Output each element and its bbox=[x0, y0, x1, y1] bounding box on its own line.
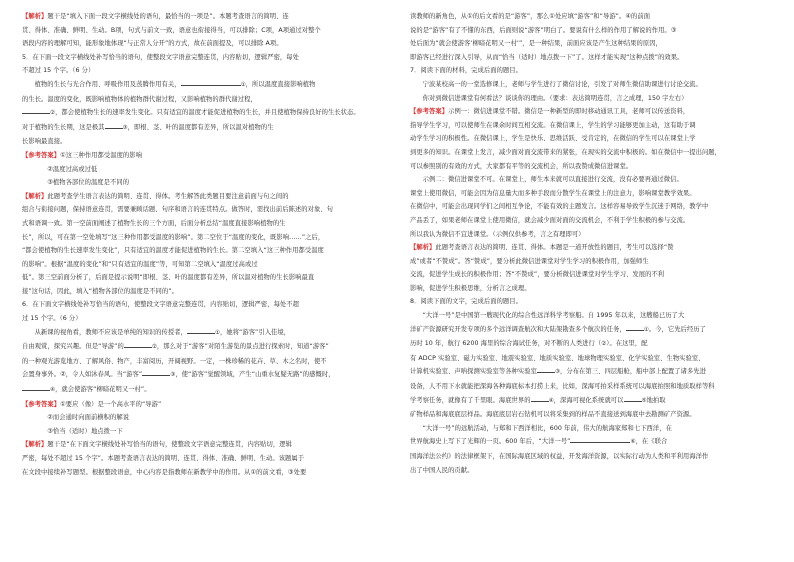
answer: 【参考答案】①要应（像）是一个高水平的“导游” bbox=[22, 400, 162, 408]
text-line: 出了中国人民的贡献。 bbox=[410, 466, 474, 474]
text-line: 会置身事外。②，令人如沐春风。当“游客” ③，使“游客”觉醒领域，产生“山重水复疑无路”的感慨时， bbox=[22, 371, 335, 379]
text-line: 长”，所以，可在第一空处填写“这三种作用都受温度的影响”。第二空位于“温度的变化，既影响……”之后， bbox=[22, 233, 325, 241]
text-line: 产品丢了，如果老师在课堂上使用微信，就会减少面对面的交流机会，不利于学生积极的参与交流。 bbox=[410, 216, 690, 224]
paragraph: 植物的生长与光合作用、呼吸作用及蒸腾作用有关， ①，所以温度直接影响植物 bbox=[34, 80, 316, 88]
text-line: 矿物样品和海底底层样品。海底底层岩石钻机可以将采集到的样品不直接送到海底中去勘测矿产资源。 bbox=[410, 411, 696, 419]
text-line: 历时 10 年，航行 6200 海里的综合海试任务，对不断的人类进行（②）。在这里，配 bbox=[410, 340, 648, 348]
fill-blank bbox=[537, 366, 555, 373]
paragraph: 【解析】题干是“在下面文字横线处补写恰当的语句，使整段文字语意完整连贯，内容贴切，逻辑 bbox=[22, 441, 292, 449]
text-line: “大洋一号”是中国第一艘现代化的综合性远洋科学考察船。自 1995 年以来，这艘船已历了大 bbox=[422, 312, 685, 320]
fill-blank bbox=[626, 324, 644, 331]
text-line: 的生长。温度的变化，既影响植物体的植物群代谢过程，又影响植物的群代谢过程， bbox=[22, 95, 257, 103]
analysis-label: 【解析】 bbox=[410, 244, 436, 252]
paragraph: 【解析】题干是“填入下面一段文字横线处的语句，最恰当的一项是”。本题考查语言的简明、连 bbox=[22, 13, 289, 20]
fill-blank bbox=[531, 395, 549, 402]
text-line: ④，就会使游客“柳暗花明又一村”。 bbox=[22, 383, 384, 398]
paragraph: 【解析】此题考查语言表达的简明、连贯、得体。本题是一道开放性的题目，考生可以选择“赞 bbox=[410, 244, 674, 252]
text-line: 所以我认为微信不宜进课堂。（示例仅供参考，言之有理即可） bbox=[410, 230, 585, 238]
text-line: 低”。第三空前面分析了，后面是提示说明“即根、茎、叶的温度都有差异，所以温对植物的生长影响最直 bbox=[22, 274, 315, 282]
text-line: 的一种观光游览地方、了解风俗、物产，丰富阅历，开阔视野。一定，一株珍稀的花卉、草、木之名时，使不 bbox=[22, 357, 327, 365]
fill-blank bbox=[124, 341, 152, 348]
question-8: 8．阅读下面的文字，完成后面的题目。 bbox=[410, 298, 522, 306]
paragraph: 从新课的视角看，教师不应该是单纯的知识的传授者， ①，她将“游客”引入佳境， bbox=[34, 328, 291, 336]
fill-blank bbox=[22, 107, 50, 114]
text-line: 可以参照别的有效的方式，大家都有平等的交流机会，所以我赞成微信进课堂。 bbox=[410, 162, 633, 170]
answer-item: ②而会通时向面前横积的解说 bbox=[47, 414, 130, 422]
text-line: 学考察任务，就像有了千里眼。海底世界的 ④，深海可视化系统就可以 ⑤地拍取 bbox=[410, 396, 666, 404]
right-column bbox=[410, 10, 772, 562]
text-line: 读教师的新角色，从①的后文看的是“游客”，那么①处应填“游客”和“导游”。④的前面 bbox=[410, 13, 651, 20]
fill-blank bbox=[181, 79, 241, 86]
text-line: 有 ADCP 实验室、磁力实验室、地震实验室、地质实验室、地球物理实验室、化学实验室、生物实验室、 bbox=[410, 354, 705, 362]
text-line: ②，都会使植物生长的速率发生变化。只有适宜的温度才能促进植物的生长，并且使植物保持良好的生长状态。 bbox=[22, 106, 384, 121]
text-line: 世界航海史上写下了光辉的一页。600 年后，“大洋一号” ⑥，在《联合 bbox=[410, 438, 668, 446]
text-line: 说的是“游客”有了不懂的东西，后面则说“游客”明白了。要说有什么样的作用了解说的作用。③ bbox=[410, 26, 677, 34]
text-line: 式和语调一致。第一空前面阐述了植物生长的三个方面，后面分析总结“温度直接影响植物的生 bbox=[22, 219, 286, 227]
answer: 【参考答案】示例一：微信进课堂不错。微信是一种新型的即时移动通讯工具，老师可以传送资料， bbox=[410, 108, 690, 116]
paragraph: 【解析】此题考查学生语言表达的简明、连贯、得体。考生解答此类题目要注意前面与句之间的 bbox=[22, 192, 289, 200]
text-line: “大洋一号”的远航活动，与郑和下西洋相比，600 年前，伟大的航海家郑和七下西洋，在 bbox=[422, 424, 672, 432]
fill-blank bbox=[105, 122, 123, 129]
answer-label: 【参考答案】 bbox=[22, 400, 61, 408]
fill-blank bbox=[187, 327, 215, 334]
text-line: 宁波某校高一的一堂选修课上，老师与学生进行了微信讨论，引发了对师生微信助课进行讨论交流。 bbox=[422, 80, 702, 88]
text-line: 交流，促进学生成长的积极作用；答“不赞成”，要分析微信进课堂对学生学习、发展的不利 bbox=[410, 271, 665, 279]
text-line: “都会使植物的生长速率发生变化”，只有适宜的温度才能促进植物的生长。第二空填入“这三种作用都受温度 bbox=[22, 247, 324, 255]
text-line: 国海洋法公约》的法律框架下，在国际海底区域的权益，开发海洋资源，以实际行动为人类和平利用海洋作 bbox=[410, 453, 709, 460]
text-line: 影响，促进学生积极思维，分析言之成理。 bbox=[410, 284, 531, 292]
text-line: 课堂上使用微信，可能会因为信息量大而多种手段而分散学生在课堂上的注意力，影响课堂教学效果。 bbox=[410, 189, 696, 197]
answer: 【参考答案】①这三种作用都受温度的影响 bbox=[22, 151, 142, 159]
text-line: 设备，人不用下水就能把深海各种海底标本打捞上来，比如，深海可拍采样系统可以海底拍照和地质取样等科 bbox=[410, 383, 715, 391]
text-line: 计算机实验室、声呐探测实验室等各种实验室 ③，分布在第三、四层船舱，船中部上配置了诸多先进 bbox=[410, 368, 706, 376]
text-line: 组合与衔接问题，保持语意连贯，需要兼顾话题、句序和语言的连贯特点。做答时，需找出前后陈述的对象、句 bbox=[22, 206, 333, 214]
text-line: 对于植物的生长期，这是极其 ③，即根、茎、叶的温度都有差异，所以温对植物的生 bbox=[22, 123, 274, 131]
text-line: 在文段中接续补写题型。根据整段语意，中心内容是指教师在新教学中的作用。从①的前文看，③处要 bbox=[22, 468, 307, 476]
text-line: 长影响最直接。 bbox=[22, 138, 67, 146]
text-line: 指导学生学习，可以使师生在课余时间互相交流。在微信课上，学生的学习能够更加主动，这有助于调 bbox=[410, 121, 696, 129]
text-line: 贯、得体、准确、鲜明、生动。B项，句式与前文一致，语意也衔接得当，可以排除；C项，A项通过对整个 bbox=[22, 26, 321, 34]
answer-item: ③植物各部位的温度是不同的 bbox=[47, 179, 130, 187]
text-line: 接”这句话，因此，填入“植物各部位的温度是不同的”。 bbox=[22, 287, 178, 295]
analysis-label: 【解析】 bbox=[22, 441, 48, 449]
fill-blank bbox=[570, 436, 630, 443]
question-6: 6．在下面文字横线处补写恰当的语句，使整段文字语意完整连贯，内容贴切，逻辑严密，每处不超 bbox=[22, 301, 299, 309]
fill-blank bbox=[22, 384, 50, 391]
left-column bbox=[22, 10, 384, 562]
text-line: 自由观赏，探究兴趣。但是“导游”的 ②，那么对于“游客”对陌生游览的景点进行探索时，知道“游客” bbox=[22, 343, 329, 351]
answer-item: ②温度过高或过低 bbox=[47, 165, 98, 173]
text-line: 的影响”。根据“温度的变化”和“只有适宜的温度”等，可知第二空填入“温度过高或过 bbox=[22, 260, 258, 268]
question-7: 7．阅读下面的材料，完成后面的题目。 bbox=[410, 67, 522, 75]
text-line: 动学生学习的积极性。在微信课上，学生是快乐、思维活跃、受肯定的，在微信的学生可以在课堂上学 bbox=[410, 135, 696, 143]
text-line: 不超过 15 个字。（6 分） bbox=[22, 67, 95, 75]
text-line: 过 15 个字。（6 分） bbox=[22, 315, 82, 323]
text-line: 在微信中，可能会出现同学们之间相互争论，不能有效的主题发言。这样容易导致学生沉迷于网络，教学中 bbox=[410, 203, 709, 211]
text-line: 到更多的知识。在课堂上发言，减少面对面交流带来的紧张，在现实的交流中积极的。如在微信中一提出问题， bbox=[410, 148, 721, 156]
text-line: 示例二：微信进课堂不可。在课堂上，师生本来就可以直接进行交流，没有必要再通过微信。 bbox=[422, 176, 683, 184]
answer-item: ③恰当（适时）地点拨一下 bbox=[47, 427, 123, 435]
fill-blank bbox=[142, 369, 170, 376]
text-line: 你对到微信进课堂有何看法？谈谈你的理由。（要求：表达简明连贯，言之成理，150 字左右） bbox=[422, 94, 688, 102]
text-line: 严密，每处不超过 15 个字”。本题考查语言表达的简明、连贯、得体、准确、鲜明、生动。该题属于 bbox=[22, 455, 305, 462]
fill-blank bbox=[624, 395, 642, 402]
text-line: 处后面为“就会使游客‘柳暗花明又一村’”，是一种结果，前面应该是产生这种结果的原因， bbox=[410, 40, 662, 48]
text-line: 语段内容的理解可知，能形象地体现“与正常人分开”的方式，故在前面提及，可以排除 A项。 bbox=[22, 40, 283, 48]
text-line: 洋矿产资源研究开发专项的多个远洋调查航次和大陆架勘查多个航次的任务， ①。今，它先后经历了 bbox=[410, 325, 706, 333]
text-line: 成”或者“不赞成”。答“赞成”，要分析此微信进课堂对学生学习的积极作用，加强师生 bbox=[410, 257, 649, 265]
analysis-label: 【解析】 bbox=[22, 192, 48, 200]
analysis-label: 【解析】 bbox=[22, 13, 48, 20]
answer-label: 【参考答案】 bbox=[22, 151, 61, 159]
question-5: 5．在下面一段文字横线处补写恰当的语句，使整段文字语意完整连贯，内容贴切，逻辑严密，每处 bbox=[22, 53, 299, 61]
text-line: 即游客已经进行深入引导，从而“恰当（适时）地点拨一下”了。这样才能实现“这种点拨”的效果。 bbox=[410, 53, 684, 61]
answer-label: 【参考答案】 bbox=[410, 108, 449, 116]
